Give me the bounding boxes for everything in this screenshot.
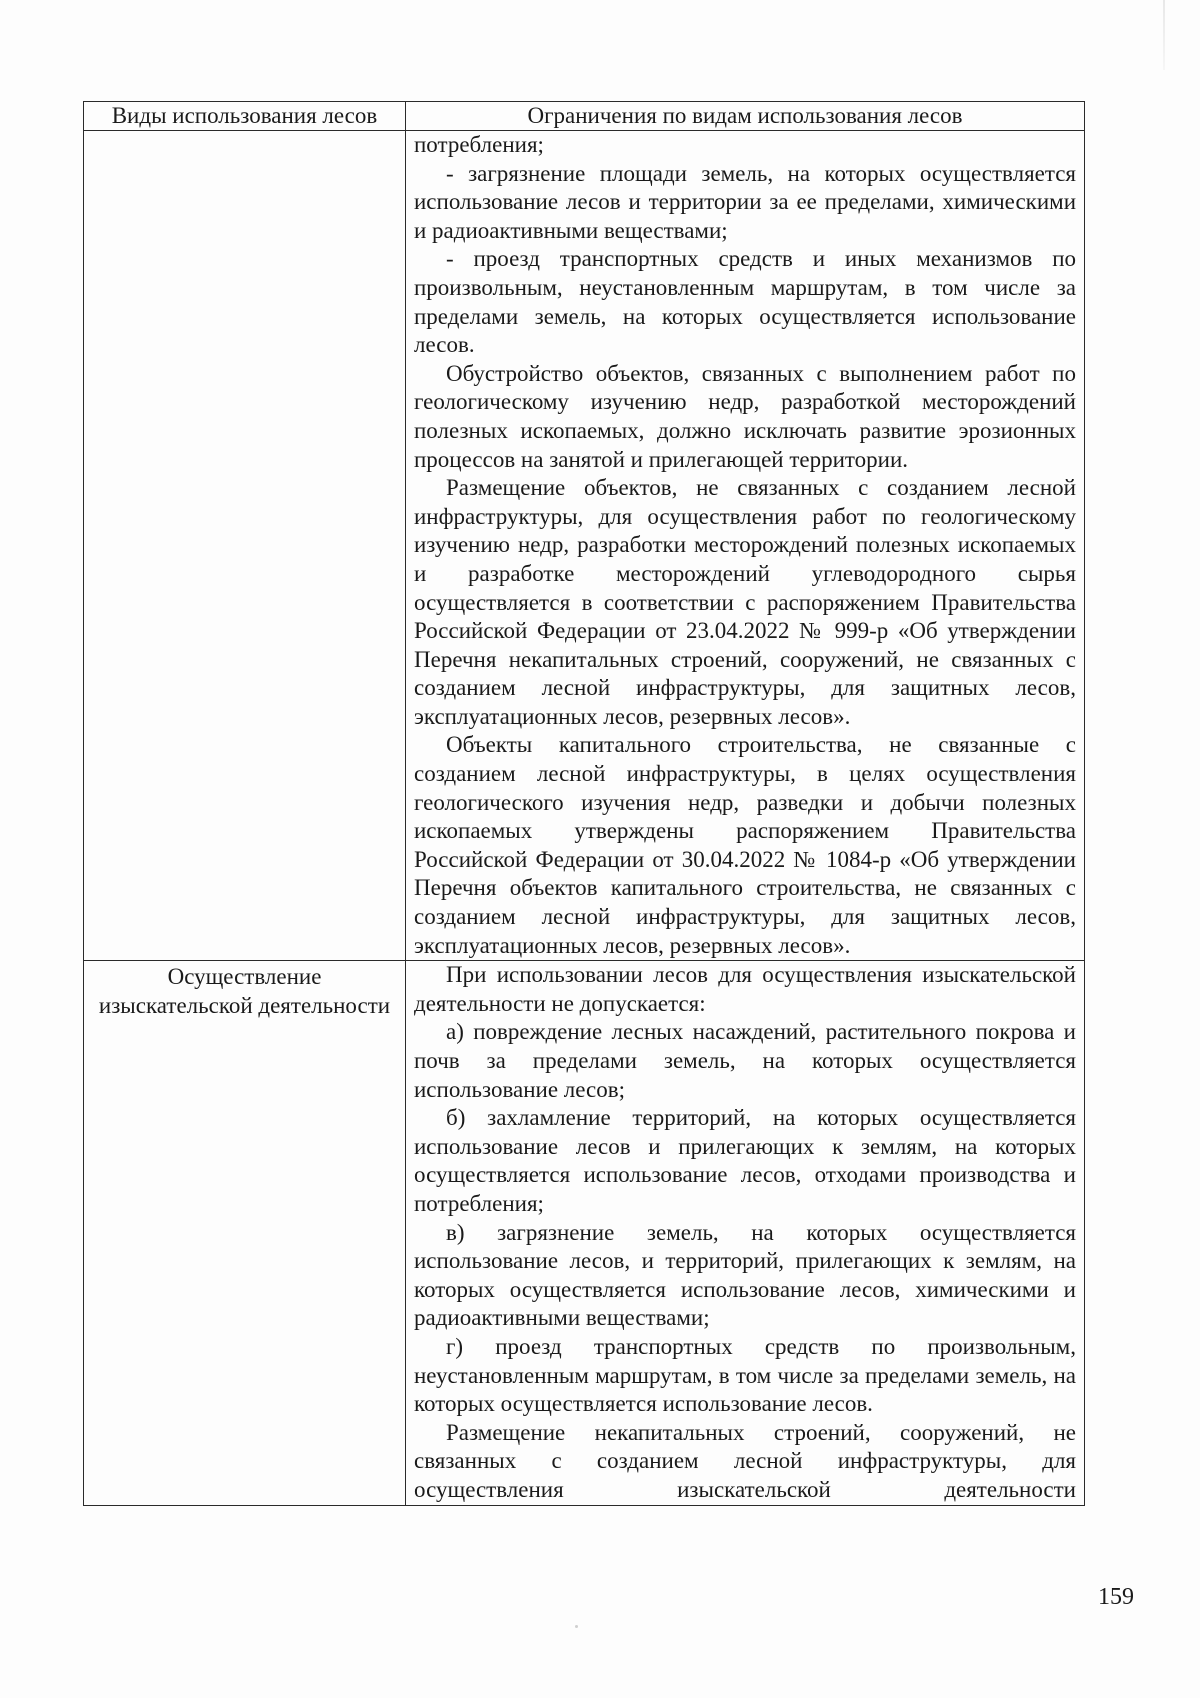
paragraph: б) захламление территорий, на которых осуществляется использование лесов и прилегающих к землям, на которых осуществляется использование лесов, отходами производства и потребления; xyxy=(414,1105,1076,1216)
paragraph: Обустройство объектов, связанных с выполнением работ по геологическому изучению недр, разработкой месторождений полезных ископаемых, должно исключать развитие эрозионных процессов на занятой и прилегающей территории. xyxy=(414,360,1076,472)
paragraph: в) загрязнение земель, на которых осуществляется использование лесов, и территорий, прилегающих к землям, на которых осуществляется использование лесов, химическими и радиоактивными веществами; xyxy=(414,1219,1076,1331)
paragraph: г) проезд транспортных средств по произвольным, неустановленным маршрутам, в том числе за пределами земель, на которых осуществляется использование лесов. xyxy=(414,1333,1076,1417)
table-row xyxy=(84,961,1085,1505)
paragraph: Объекты капитального строительства, не связанные с созданием лесной инфраструктуры, в целях осуществления геологического изучения недр, разведки и добычи полезных ископаемых утверждены распоряжением Правительства Российской Федерации от 30.04.2022 № 1084-р «Об утверждении Перечня объектов капитального строительства, не связанных с созданием лесной инфраструктуры, для защитных лесов, эксплуатационных лесов, резервных лесов». xyxy=(414,732,1076,958)
table-row xyxy=(84,131,1085,961)
table-header-row xyxy=(84,102,1085,131)
paragraph: Размещение некапитальных строений, сооружений, не связанных с созданием лесной инфраструктуры, для осуществления изыскательской деятельности xyxy=(414,1419,1076,1502)
restrictions-table xyxy=(83,101,1085,1506)
scan-artifact xyxy=(575,1625,578,1628)
row1-use-type xyxy=(84,131,406,961)
page-number: 159 xyxy=(1098,1584,1134,1610)
paragraph: потребления; xyxy=(414,132,544,157)
paragraph: - проезд транспортных средств и иных механизмов по произвольным, неустановленным маршрутам, в том числе за пределами земель, на которых осуществляется использование лесов. xyxy=(414,246,1076,358)
row2-use-type: Осуществление изыскательской деятельности xyxy=(84,961,406,1505)
row2-restrictions xyxy=(406,961,1085,1505)
paragraph: - загрязнение площади земель, на которых осуществляется использование лесов и территории за ее пределами, химическими и радиоактивными веществами; xyxy=(414,160,1076,243)
header-restrictions: Ограничения по видам использования лесов xyxy=(406,102,1085,131)
header-forest-use-types: Виды использования лесов xyxy=(84,102,406,131)
scan-artifact xyxy=(1163,0,1165,70)
row1-restrictions xyxy=(406,131,1085,961)
paragraph: При использовании лесов для осуществления изыскательской деятельности не допускается: xyxy=(414,962,1076,1016)
paragraph: а) повреждение лесных насаждений, растительного покрова и почв за пределами земель, на которых осуществляется использование лесов; xyxy=(414,1019,1076,1102)
paragraph: Размещение объектов, не связанных с созданием лесной инфраструктуры, для осуществления работ по геологическому изучению недр, разработки месторождений полезных ископаемых и разработке месторождений углеводородного сырья осуществляется в соответствии с распоряжением Правительства Российской Федерации от 23.04.2022 № 999-р «Об утверждении Перечня некапитальных строений, сооружений, не связанных с созданием лесной инфраструктуры, для защитных лесов, эксплуатационных лесов, резервных лесов». xyxy=(414,475,1076,729)
